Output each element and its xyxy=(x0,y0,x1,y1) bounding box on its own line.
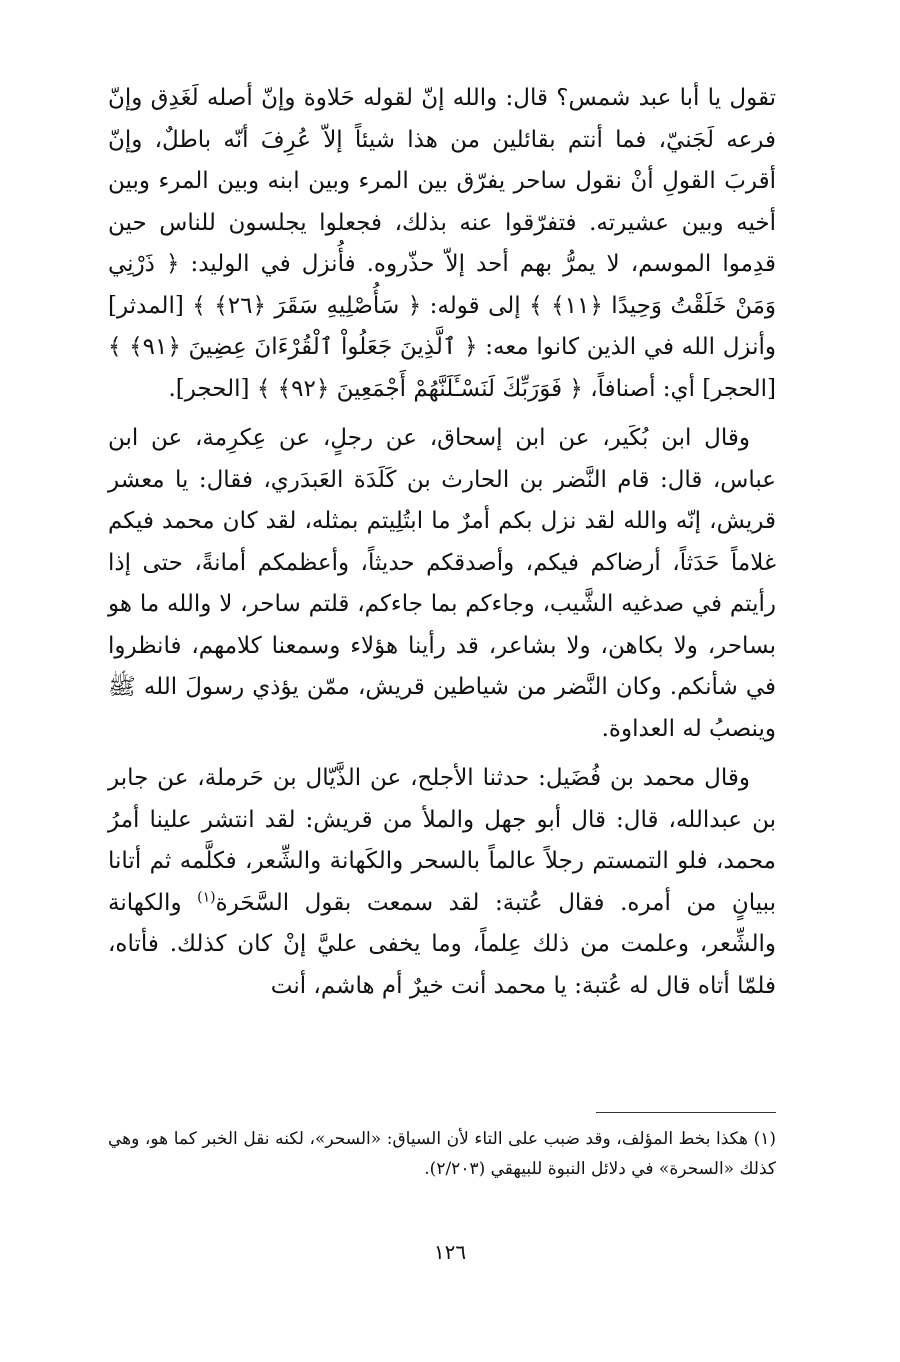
footnotes-section xyxy=(108,1124,776,1184)
footnote-reference[interactable]: (١) xyxy=(197,888,216,905)
paragraph-3 xyxy=(108,758,776,1007)
main-text xyxy=(108,78,776,1015)
footnote-divider xyxy=(596,1112,776,1113)
footnote-1: (١) هكذا بخط المؤلف، وقد ضبب على التاء لأن السياق: «السحر»، لكنه نقل الخبر كما هو، وهي كذلك «السحرة» في دلائل النبوة للبيهقي (٢/٢٠٣). xyxy=(108,1129,776,1179)
paragraph-3-part-2: والكهانة والشِّعر، وعلمت من ذلك عِلماً، وما يخفى عليَّ إنْ كان كذلك. فأتاه، فلمّا أتاه قال له عُتبة: يا محمد أنت خيرٌ أم هاشم، أنت xyxy=(108,889,776,999)
paragraph-3-part-1: وقال محمد بن فُضَيل: حدثنا الأجلح، عن الذَّيّال بن حَرملة، عن جابر بن عبدالله، قال: قال أبو جهل والملأ من قريش: لقد انتشر علينا أمرُ محمد، فلو التمستم رجلاً عالماً بالسحر والكَهانة والشِّعر، فكلَّمه ثم أتانا ببيانٍ من أمره. فقال عُتبة: لقد سمعت بقول السَّحَرة xyxy=(108,765,777,916)
paragraph-1: تقول يا أبا عبد شمس؟ قال: والله إنّ لقوله حَلاوة وإنّ أصله لَغَدِق وإنّ فرعه لَجَنيّ، فما أنتم بقائلين من هذا شيئاً إلاّ عُرِفَ أنّه باطلٌ، وإنّ أقربَ القولِ أنْ نقول ساحر يفرّق بين المرء وبين ابنه وبين المرء وبين أخيه وبين عشيرته. فتفرّقوا عنه بذلك، فجعلوا يجلسون للناس حين قدِموا الموسم، لا يمرُّ بهم أحد إلاّ حذّروه. فأُنزل في الوليد: ﴿ ذَرْنِي وَمَنْ خَلَقْتُ وَحِيدًا ﴿١١﴾ ﴾ إلى قوله: ﴿ سَأُصْلِيهِ سَقَرَ ﴿٢٦﴾ ﴾ [المدثر] وأنزل الله في الذين كانوا معه: ﴿ ٱلَّذِينَ جَعَلُواْ ٱلْقُرْءَانَ عِضِينَ ﴿٩١﴾ ﴾ [الحجر] أي: أصنافاً، ﴿ فَوَرَبِّكَ لَنَسْـَٔلَنَّهُمْ أَجْمَعِينَ ﴿٩٢﴾ ﴾ [الحجر]. xyxy=(108,85,776,402)
paragraph-2: وقال ابن بُكَير، عن ابن إسحاق، عن رجلٍ، عن عِكرِمة، عن ابن عباس، قال: قام النَّضر بن الحارث بن كَلَدَة العَبدَري، فقال: يا معشر قريش، إنّه والله لقد نزل بكم أمرٌ ما ابتُلِيتم بمثله، لقد كان محمد فيكم غلاماً حَدَثاً، أرضاكم فيكم، وأصدقكم حديثاً، وأعظمكم أمانةً، حتى إذا رأيتم في صدغيه الشَّيب، وجاءكم بما جاءكم، قلتم ساحر، لا والله ما هو بساحر، ولا بكاهن، ولا بشاعر، قد رأينا هؤلاء وسمعنا كلامهم، فانظروا في شأنكم. وكان النَّضر من شياطين قريش، ممّن يؤذي رسولَ الله ﷺ وينصبُ له العداوة. xyxy=(108,425,776,742)
page-number: ١٢٦ xyxy=(433,1240,467,1264)
